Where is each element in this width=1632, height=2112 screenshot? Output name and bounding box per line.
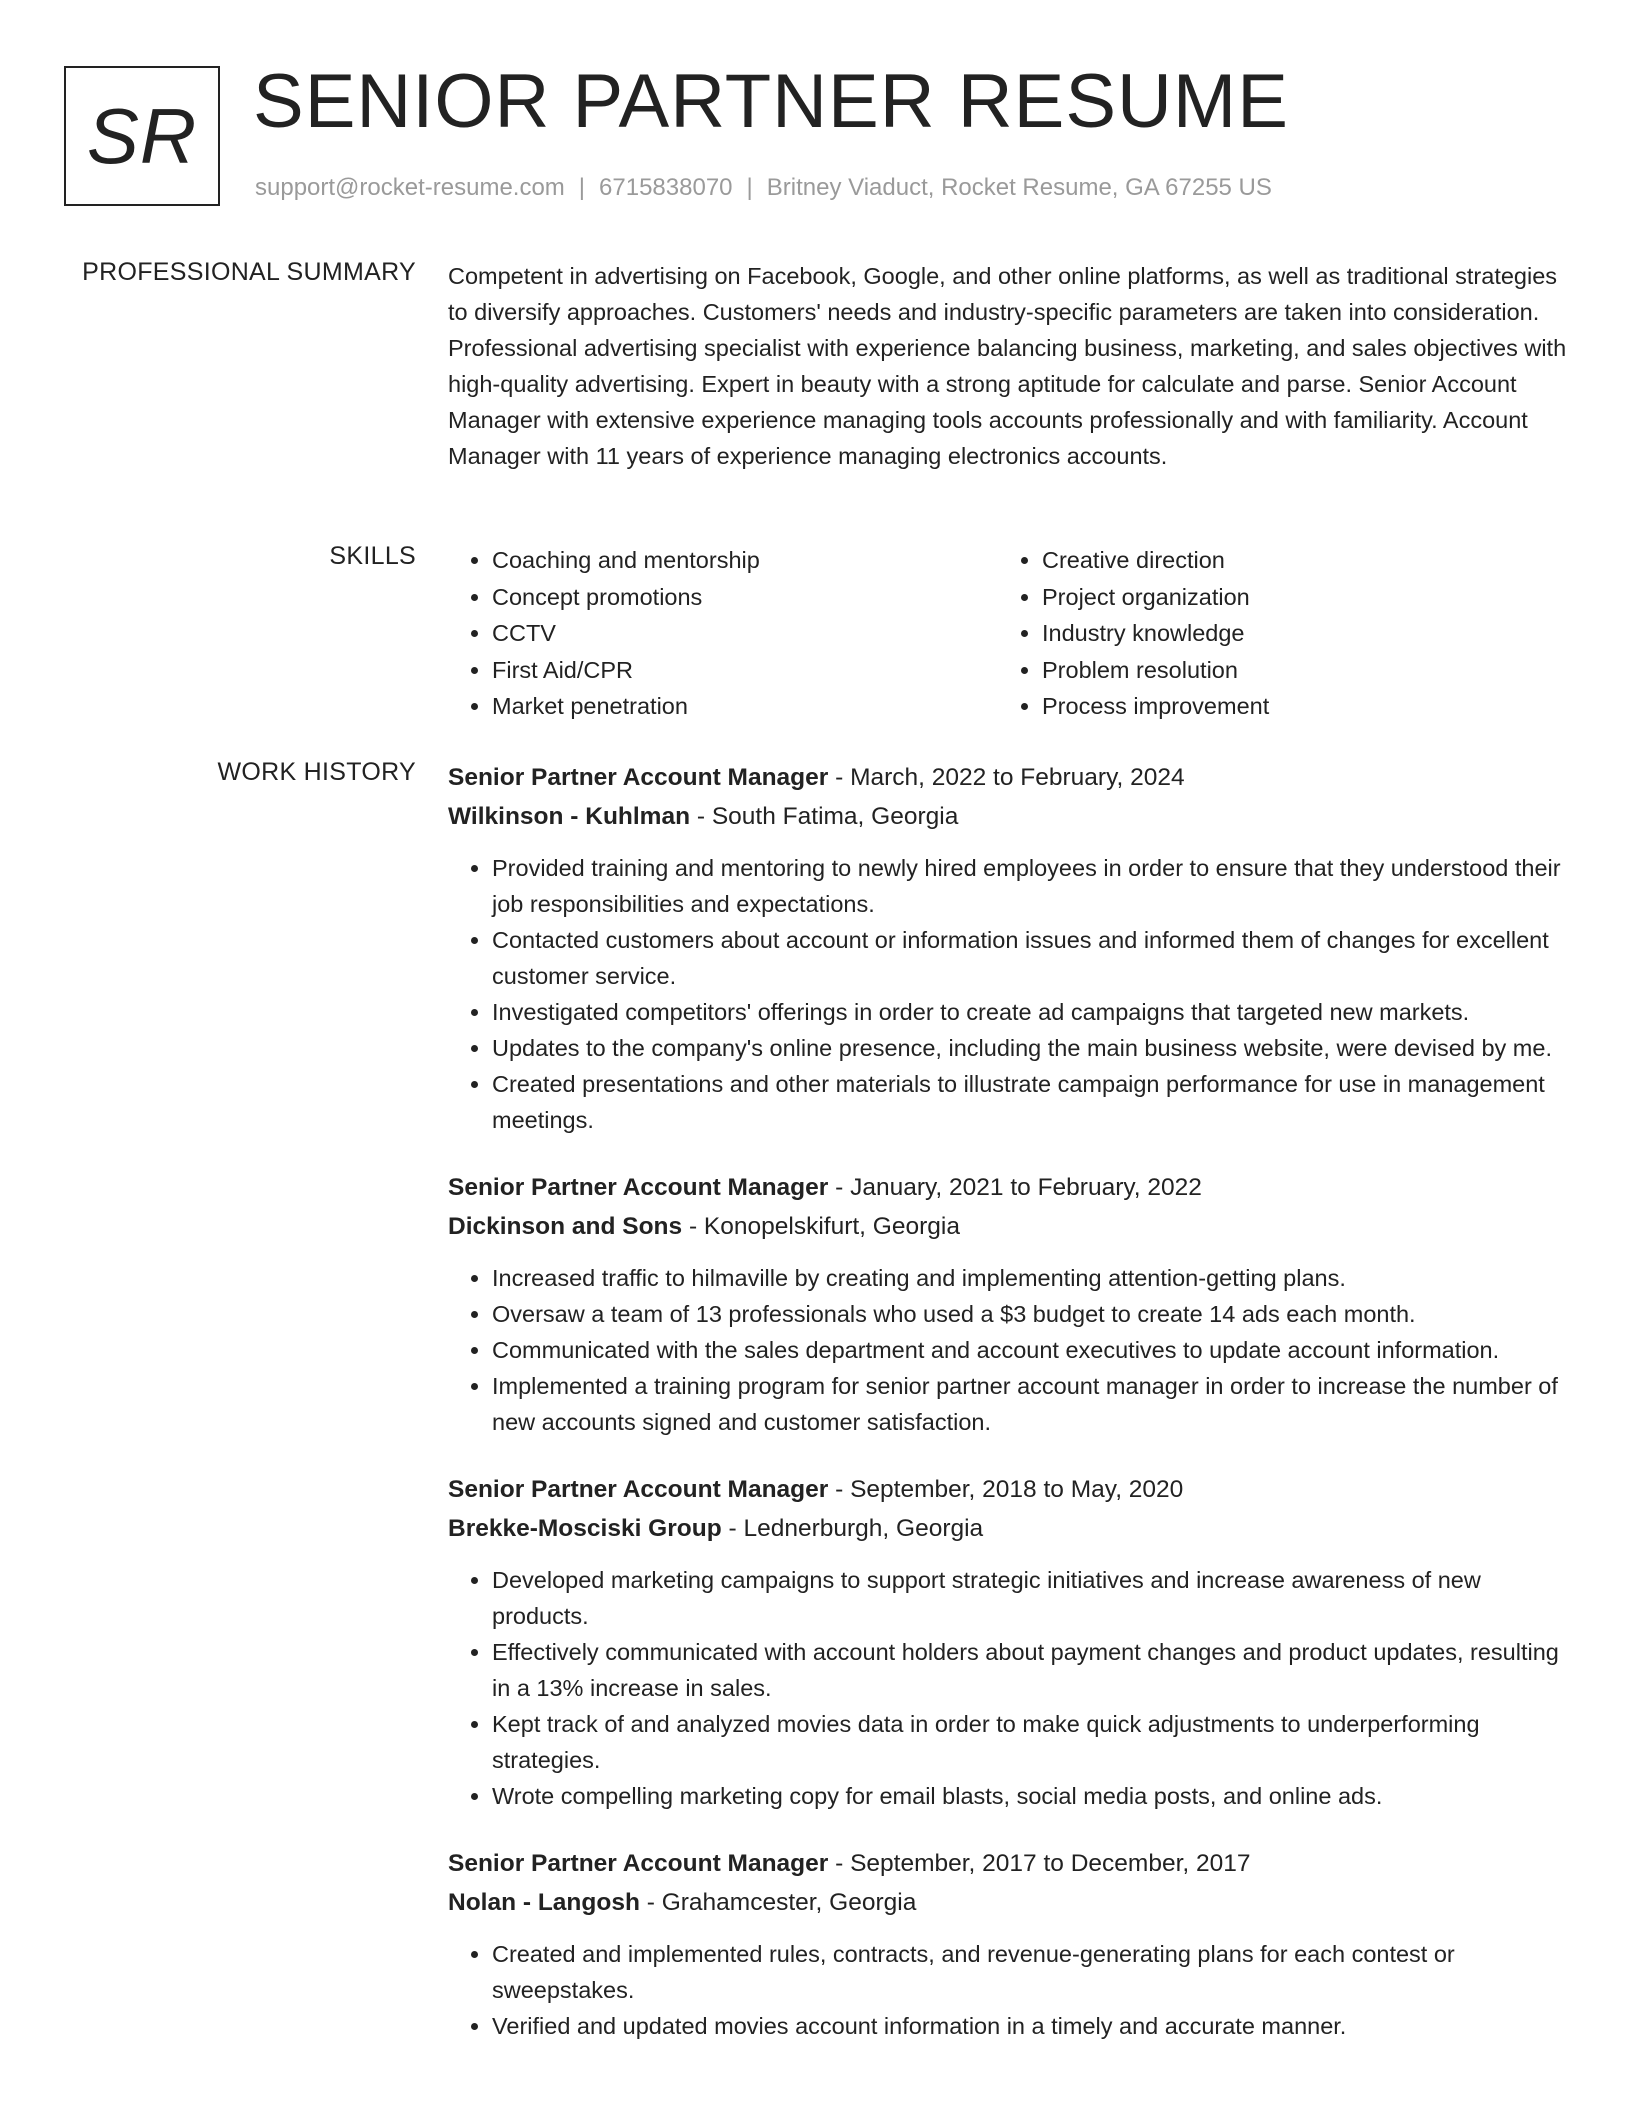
skills-list-right (998, 542, 1548, 725)
job-title: Senior Partner Account Manager (448, 1476, 829, 1503)
job-company-line (448, 1883, 1568, 1922)
job-bullets (448, 1260, 1568, 1440)
job-company-line (448, 797, 1568, 836)
job-location: - Lednerburgh, Georgia (721, 1515, 984, 1542)
skill-item: • Concept promotions (492, 579, 998, 616)
job-bullet: • Verified and updated movies account information in a timely and accurate manner. (492, 2008, 1568, 2044)
job-title: Senior Partner Account Manager (448, 1174, 829, 1201)
job-location: - Konopelskifurt, Georgia (682, 1213, 960, 1240)
job-dates: - January, 2021 to February, 2022 (828, 1174, 1202, 1201)
skill-item: • Coaching and mentorship (492, 542, 998, 579)
job-company: Brekke-Mosciski Group (448, 1515, 722, 1542)
job-entry (448, 1844, 1568, 2044)
job-bullet: • Created presentations and other materials to illustrate campaign performance for use in management meetings. (492, 1066, 1568, 1138)
job-bullet: • Created and implemented rules, contracts, and revenue-generating plans for each contest or sweepstakes. (492, 1936, 1568, 2008)
summary-text: Competent in advertising on Facebook, Google, and other online platforms, as well as traditional strategies to diversify approaches. Customers' needs and industry-specific parameters are taken into consideration. Professional advertising specialist with experience balancing business, marketing, and sales objectives with high-quality advertising. Expert in beauty with a strong aptitude for calculate and parse. Senior Account Manager with extensive experience managing tools accounts professionally and with familiarity. Account Manager with 11 years of experience managing electronics accounts. (448, 263, 1567, 469)
skills-columns (448, 542, 1568, 725)
job-entry (448, 1470, 1568, 1814)
job-bullet: • Effectively communicated with account holders about payment changes and product updates, resulting in a 13% increase in sales. (492, 1634, 1568, 1706)
job-company-line (448, 1509, 1568, 1548)
skills-heading: SKILLS (329, 542, 416, 570)
job-title-line (448, 1168, 1568, 1207)
contact-phone: 6715838070 (599, 174, 733, 201)
work-history-heading: WORK HISTORY (217, 758, 416, 786)
job-bullet: • Implemented a training program for senior partner account manager in order to increase the number of new accounts signed and customer satisfaction. (492, 1368, 1568, 1440)
job-entry (448, 1168, 1568, 1440)
job-bullet: • Provided training and mentoring to newly hired employees in order to ensure that they understood their job responsibilities and expectations. (492, 850, 1568, 922)
job-title-line (448, 1844, 1568, 1883)
job-bullets (448, 1936, 1568, 2044)
job-location: - South Fatima, Georgia (690, 803, 959, 830)
skills-body (448, 542, 1568, 725)
skill-item: • Problem resolution (1042, 652, 1548, 689)
job-title: Senior Partner Account Manager (448, 764, 829, 791)
summary-body (448, 258, 1568, 474)
job-bullets (448, 1562, 1568, 1814)
job-location: - Grahamcester, Georgia (639, 1889, 917, 1916)
job-entry (448, 758, 1568, 1138)
summary-heading: PROFESSIONAL SUMMARY (82, 258, 416, 286)
job-title-line (448, 758, 1568, 797)
job-bullet: • Oversaw a team of 13 professionals who used a $3 budget to create 14 ads each month. (492, 1296, 1568, 1332)
job-bullet: • Wrote compelling marketing copy for email blasts, social media posts, and online ads. (492, 1778, 1568, 1814)
skill-item: • Industry knowledge (1042, 615, 1548, 652)
skill-item: • CCTV (492, 615, 998, 652)
job-company: Dickinson and Sons (448, 1213, 683, 1240)
contact-address: Britney Viaduct, Rocket Resume, GA 67255 US (766, 174, 1272, 201)
skill-item: • First Aid/CPR (492, 652, 998, 689)
skill-item: • Creative direction (1042, 542, 1548, 579)
contact-email: support@rocket-resume.com (255, 174, 565, 201)
work-history-body (448, 758, 1568, 2074)
contact-separator: | (578, 174, 586, 201)
contact-separator: | (746, 174, 753, 201)
monogram-badge: SR (64, 66, 220, 206)
job-bullet: • Developed marketing campaigns to support strategic initiatives and increase awareness of new products. (492, 1562, 1568, 1634)
skill-item: • Project organization (1042, 579, 1548, 616)
skill-item: • Market penetration (492, 688, 998, 725)
contact-line (255, 174, 1272, 202)
job-dates: - September, 2018 to May, 2020 (828, 1476, 1184, 1503)
job-dates: - September, 2017 to December, 2017 (828, 1850, 1251, 1877)
job-bullet: • Contacted customers about account or information issues and informed them of changes for excellent customer service. (492, 922, 1568, 994)
job-bullets (448, 850, 1568, 1138)
page-title: SENIOR PARTNER RESUME (253, 59, 1289, 144)
job-dates: - March, 2022 to February, 2024 (828, 764, 1185, 791)
job-bullet: • Kept track of and analyzed movies data in order to make quick adjustments to underperforming strategies. (492, 1706, 1568, 1778)
job-bullet: • Investigated competitors' offerings in order to create ad campaigns that targeted new markets. (492, 994, 1568, 1030)
job-company-line (448, 1207, 1568, 1246)
skills-list-left (448, 542, 998, 725)
job-title-line (448, 1470, 1568, 1509)
job-title: Senior Partner Account Manager (448, 1850, 829, 1877)
job-bullet: • Updates to the company's online presence, including the main business website, were devised by me. (492, 1030, 1568, 1066)
job-bullet: • Increased traffic to hilmaville by creating and implementing attention-getting plans. (492, 1260, 1568, 1296)
job-company: Wilkinson - Kuhlman (448, 803, 691, 830)
skill-item: • Process improvement (1042, 688, 1548, 725)
job-company: Nolan - Langosh (448, 1889, 640, 1916)
job-bullet: • Communicated with the sales department and account executives to update account information. (492, 1332, 1568, 1368)
